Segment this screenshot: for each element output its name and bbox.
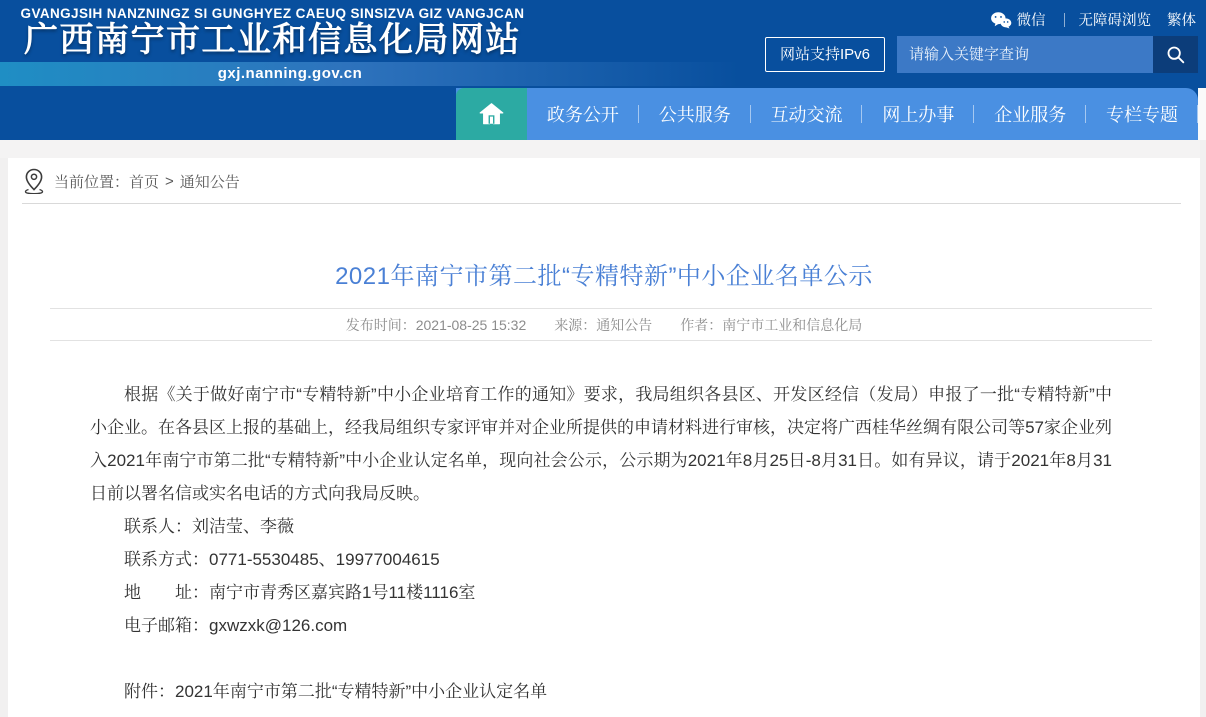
nav-corner-patch bbox=[1198, 88, 1206, 140]
header-top-links bbox=[990, 9, 1197, 30]
ipv6-badge: 网站支持IPv6 bbox=[765, 37, 885, 72]
search-icon bbox=[1165, 44, 1187, 66]
meta-rule-bottom bbox=[50, 340, 1152, 341]
nav-item-zhengwugongkai[interactable]: 政务公开 bbox=[527, 88, 639, 140]
accessibility-link[interactable]: 无障碍浏览 bbox=[1078, 13, 1151, 29]
nav-list bbox=[527, 88, 1198, 140]
breadcrumb-prefix: 当前位置： bbox=[54, 173, 130, 191]
main-nav bbox=[456, 88, 1198, 140]
article-source bbox=[554, 315, 652, 335]
contact-phone-line: 联系方式：0771-5530485、19977004615 bbox=[124, 550, 440, 569]
breadcrumb bbox=[22, 168, 240, 194]
author-value: 南宁市工业和信息化局 bbox=[722, 317, 863, 333]
nav-home-button[interactable] bbox=[456, 88, 527, 140]
publish-time-label: 发布时间： bbox=[345, 317, 416, 333]
site-url: gxj.nanning.gov.cn bbox=[217, 65, 363, 82]
breadcrumb-rule bbox=[22, 203, 1181, 204]
article-meta bbox=[8, 313, 1200, 337]
site-title: 广西南宁市工业和信息化局网站 bbox=[24, 21, 521, 59]
source-label: 来源： bbox=[554, 317, 597, 333]
nav-item-hudongjiaoliu[interactable]: 互动交流 bbox=[751, 88, 863, 140]
wechat-icon bbox=[990, 11, 1012, 29]
article-body bbox=[90, 378, 1112, 708]
traditional-chinese-link[interactable]: 繁体 bbox=[1167, 13, 1196, 29]
home-icon bbox=[478, 101, 505, 127]
header-separator-band bbox=[0, 140, 1206, 158]
contact-person-line: 联系人：刘洁莹、李薇 bbox=[124, 517, 294, 536]
article-title: 2021年南宁市第二批“专精特新”中小企业名单公示 bbox=[335, 263, 873, 290]
article-paragraph: 根据《关于做好南宁市“专精特新”中小企业培育工作的通知》要求，我局组织各县区、开发区经信（发局）申报了一批“专精特新”中小企业。在各县区上报的基础上，经我局组织专家评审并对企业所提供的申请材料进行审核，决定将广西桂华丝绸有限公司等57家企业列入2021年南宁市第二批“专精特新”中小企业认定名单，现向社会公示，公示期为2021年8月25日-8月31日。如有异议，请于2021年8月31日前以署名信或实名电话的方式向我局反映。 bbox=[90, 385, 1112, 503]
author-label: 作者： bbox=[680, 317, 723, 333]
nav-item-gonggongfuwu[interactable]: 公共服务 bbox=[639, 88, 751, 140]
contact-email-line: 电子邮箱：gxwzxk@126.com bbox=[124, 616, 348, 635]
page-right-margin bbox=[1200, 140, 1206, 717]
publish-time bbox=[346, 315, 527, 335]
breadcrumb-separator: > bbox=[165, 172, 174, 190]
site-title-zhuang: GVANGJSIH NANZNINGZ SI GUNGHYEZ CAEUQ SINSIZVA GIZ VANGJCAN bbox=[20, 6, 525, 21]
wechat-link[interactable] bbox=[990, 9, 1046, 30]
source-value: 通知公告 bbox=[596, 317, 653, 333]
nav-item-zhuanlanzhuanti[interactable]: 专栏专题 bbox=[1086, 88, 1198, 140]
site-url-band bbox=[0, 62, 770, 86]
header-search-row bbox=[765, 36, 1198, 73]
breadcrumb-current[interactable]: 通知公告 bbox=[179, 173, 240, 191]
contact-address-line: 地 址：南宁市青秀区嘉宾路1号11楼1116室 bbox=[124, 583, 476, 602]
search-input[interactable] bbox=[897, 36, 1153, 73]
top-links-divider bbox=[1064, 13, 1065, 27]
breadcrumb-home-link[interactable]: 首页 bbox=[129, 173, 160, 191]
article-author bbox=[680, 315, 862, 335]
site-header bbox=[0, 0, 1206, 140]
search-button[interactable] bbox=[1153, 36, 1198, 73]
wechat-label: 微信 bbox=[1016, 13, 1046, 29]
attachment-link[interactable]: 附件：2021年南宁市第二批“专精特新”中小企业认定名单 bbox=[124, 682, 548, 701]
nav-item-qiyefuwu[interactable]: 企业服务 bbox=[974, 88, 1086, 140]
location-pin-icon bbox=[22, 168, 46, 194]
publish-time-value: 2021-08-25 15:32 bbox=[415, 317, 527, 333]
meta-rule-top bbox=[50, 308, 1152, 309]
nav-item-wangshangbanshi[interactable]: 网上办事 bbox=[862, 88, 974, 140]
content-card bbox=[8, 158, 1200, 717]
site-masthead bbox=[0, 6, 545, 59]
